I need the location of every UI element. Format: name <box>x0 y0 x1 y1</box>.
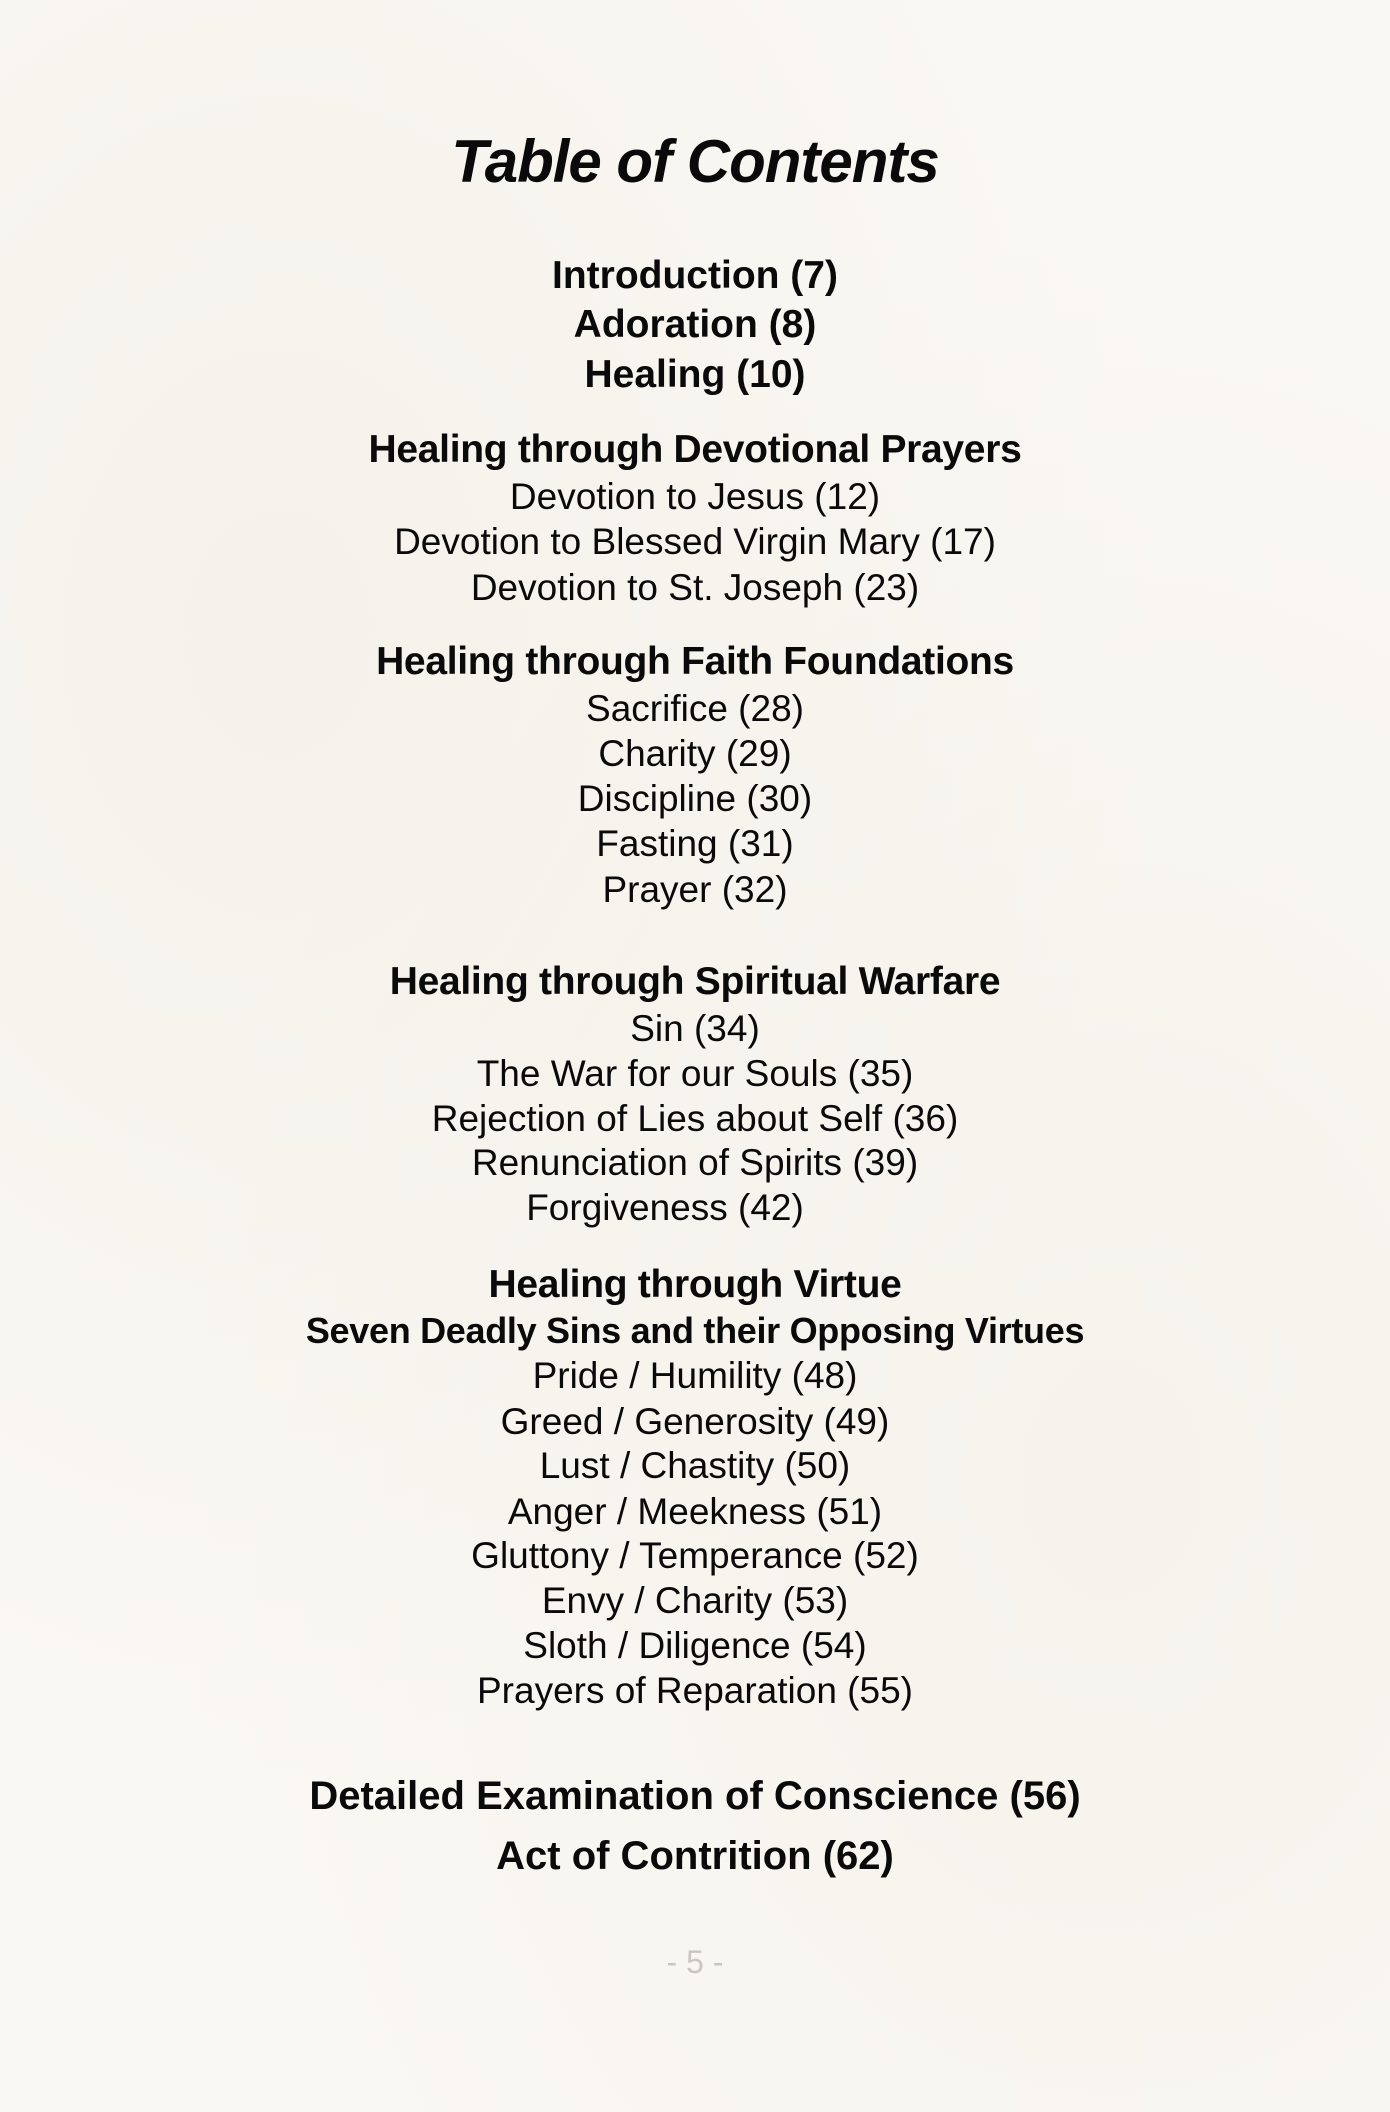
section-heading-faith-foundations: Healing through Faith Foundations <box>376 640 1014 683</box>
toc-entry: Rejection of Lies about Self (36) <box>431 1098 959 1139</box>
toc-entry: Discipline (30) <box>577 778 813 819</box>
toc-entry: Anger / Meekness (51) <box>507 1491 883 1532</box>
page-number: - 5 - <box>666 1944 724 1980</box>
toc-entry: Renunciation of Spirits (39) <box>471 1142 919 1183</box>
section-subheading-deadly-sins: Seven Deadly Sins and their Opposing Virtues <box>305 1310 1085 1351</box>
toc-entry: Charity (29) <box>598 733 792 774</box>
toc-entry: Greed / Generosity (49) <box>500 1401 890 1442</box>
section-heading-devotional-prayers: Healing through Devotional Prayers <box>368 428 1022 471</box>
toc-entry-adoration: Adoration (8) <box>573 303 817 346</box>
toc-entry-act-of-contrition: Act of Contrition (62) <box>496 1834 894 1878</box>
toc-entry: Envy / Charity (53) <box>541 1580 849 1621</box>
toc-entry: Sacrifice (28) <box>586 688 804 729</box>
toc-entry-examination-of-conscience: Detailed Examination of Conscience (56) <box>309 1774 1081 1818</box>
toc-entry: Fasting (31) <box>596 823 794 864</box>
section-heading-spiritual-warfare: Healing through Spiritual Warfare <box>389 960 1001 1003</box>
toc-entry: Pride / Humility (48) <box>532 1355 858 1396</box>
toc-entry-healing: Healing (10) <box>584 353 806 396</box>
toc-entry: Prayers of Reparation (55) <box>477 1670 913 1711</box>
toc-entry: Devotion to Jesus (12) <box>509 476 881 517</box>
toc-entry: Forgiveness (42) <box>526 1187 804 1228</box>
toc-entry: Sloth / Diligence (54) <box>523 1625 867 1666</box>
toc-entry: Prayer (32) <box>602 869 788 910</box>
toc-entry-introduction: Introduction (7) <box>552 254 838 297</box>
toc-entry: Gluttony / Temperance (52) <box>471 1535 919 1576</box>
section-heading-virtue: Healing through Virtue <box>488 1263 902 1306</box>
toc-entry: Devotion to St. Joseph (23) <box>470 567 920 608</box>
toc-entry: Devotion to Blessed Virgin Mary (17) <box>394 521 996 562</box>
toc-entry: Sin (34) <box>630 1008 760 1049</box>
toc-entry: The War for our Souls (35) <box>476 1053 914 1094</box>
toc-entry: Lust / Chastity (50) <box>539 1445 851 1486</box>
page-title: Table of Contents <box>451 128 939 195</box>
